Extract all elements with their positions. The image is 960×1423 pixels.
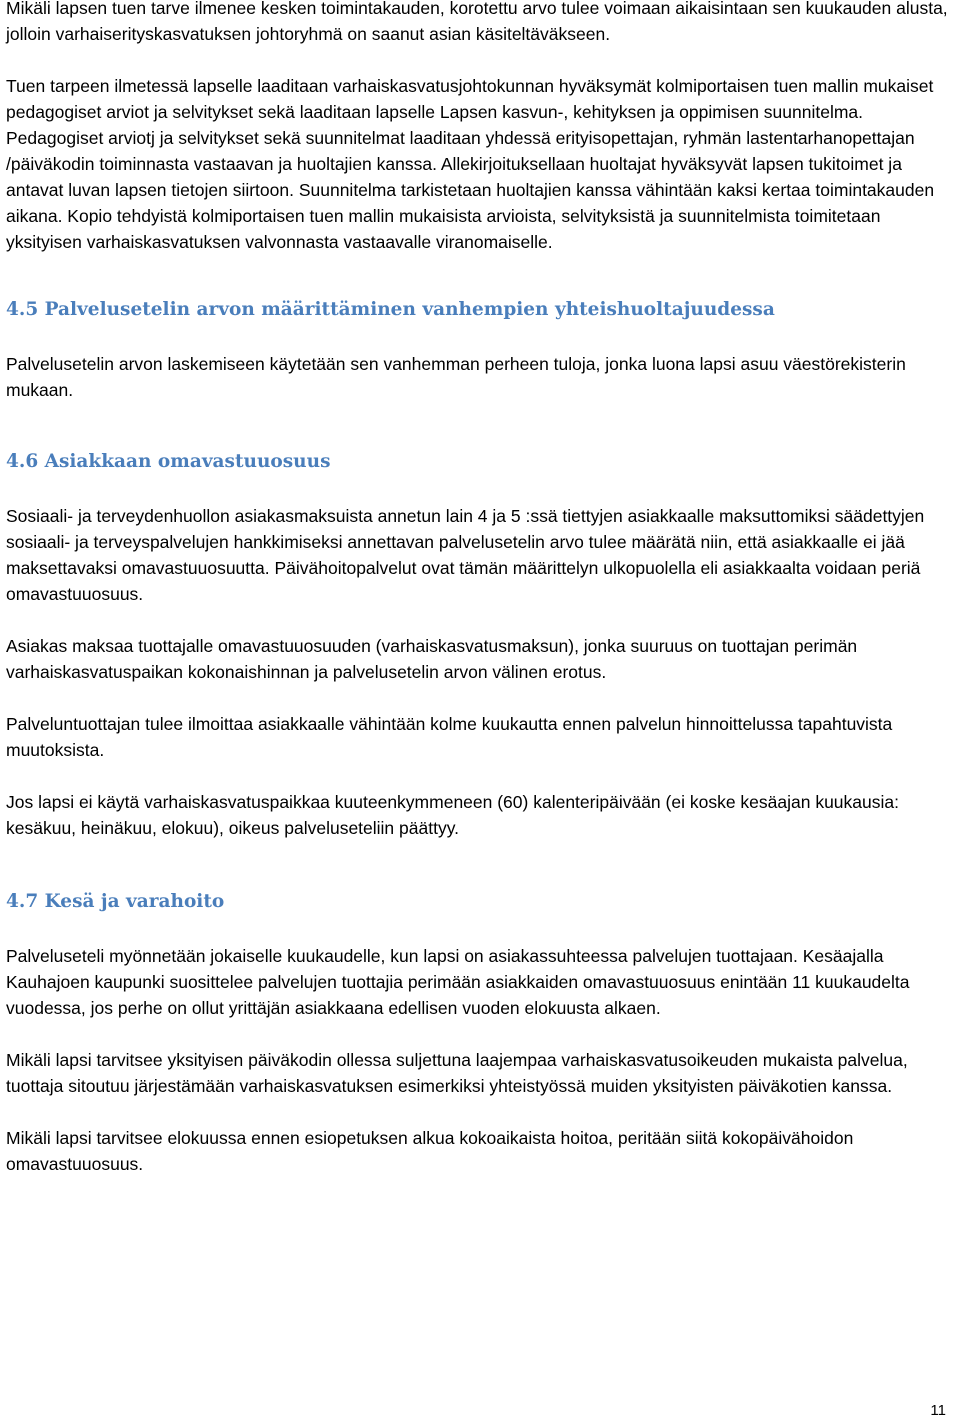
heading-4-5: 4.5 Palvelusetelin arvon määrittäminen vanhempien yhteishuoltajuudessa <box>6 299 775 320</box>
paragraph-4-6-4: Jos lapsi ei käytä varhaiskasvatuspaikkaa kuuteenkymmeneen (60) kalenteripäivään (ei koske kesäajan kuukausia: kesäkuu, heinäkuu, elokuu), oikeus palveluseteliin päättyy. <box>6 792 899 838</box>
paragraph-4-6-3: Palveluntuottajan tulee ilmoittaa asiakkaalle vähintään kolme kuukautta ennen palvelun hinnoittelussa tapahtuvista muutoksista. <box>6 714 893 760</box>
paragraph-intro-2: Tuen tarpeen ilmetessä lapselle laaditaan varhaiskasvatusjohtokunnan hyväksymät kolmiportaisen tuen mallin mukaiset pedagogiset arviot ja selvitykset sekä laaditaan lapselle Lapsen kasvun-, kehityksen ja oppimisen suunnitelma. Pedagogiset arviotj ja selvitykset sekä suunnitelmat laaditaan yhdessä erityisopettajan, ryhmän lastentarhanopettajan /päiväkodin toiminnasta vastaavan ja huoltajien kanssa. Allekirjoituksellaan huoltajat hyväksyvät lapsen tukitoimet ja antavat luvan lapsen tietojen siirtoon. Suunnitelma tarkistetaan huoltajien kanssa vähintään kaksi kertaa toimintakauden aikana. Kopio tehdyistä kolmiportaisen tuen mallin mukaisista arvioista, selvityksistä ja suunnitelmista toimitetaan yksityisen varhaiskasvatuksen valvonnasta vastaavalle viranomaiselle. <box>6 76 935 252</box>
paragraph-4-5-1: Palvelusetelin arvon laskemiseen käytetään sen vanhemman perheen tuloja, jonka luona lapsi asuu väestörekisterin mukaan. <box>6 354 906 400</box>
paragraph-4-7-2: Mikäli lapsi tarvitsee yksityisen päiväkodin ollessa suljettuna laajempaa varhaiskasvatusoikeuden mukaista palvelua, tuottaja sitoutuu järjestämään varhaiskasvatuksen esimerkiksi yhteistyössä muiden yksityisten päiväkotien kanssa. <box>6 1050 908 1096</box>
paragraph-4-7-3: Mikäli lapsi tarvitsee elokuussa ennen esiopetuksen alkua kokoaikaista hoitoa, peritään siitä kokopäivähoidon omavastuuosuus. <box>6 1128 854 1174</box>
paragraph-4-6-1: Sosiaali- ja terveydenhuollon asiakasmaksuista annetun lain 4 ja 5 :ssä tiettyjen asiakkaalle maksuttomiksi säädettyjen sosiaali- ja terveyspalvelujen hankkimiseksi annettavan palvelusetelin arvo tulee määrätä niin, että asiakkaalle ei jää maksettavaksi omavastuuosuutta. Päivähoitopalvelut ovat tämän määrittelyn ulkopuolella eli asiakkaalta voidaan periä omavastuuosuus. <box>6 506 925 604</box>
paragraph-4-6-2: Asiakas maksaa tuottajalle omavastuuosuuden (varhaiskasvatusmaksun), jonka suuruus on tuottajan perimän varhaiskasvatuspaikan kokonaishinnan ja palvelusetelin arvon välinen erotus. <box>6 636 858 682</box>
heading-4-7: 4.7 Kesä ja varahoito <box>6 891 225 912</box>
document-page <box>6 0 952 1177</box>
paragraph-intro-1: Mikäli lapsen tuen tarve ilmenee kesken toimintakauden, korotettu arvo tulee voimaan aikaisintaan sen kuukauden alusta, jolloin varhaiserityskasvatuksen johtoryhmä on saanut asian käsiteltäväkseen. <box>6 0 948 44</box>
heading-4-6: 4.6 Asiakkaan omavastuuosuus <box>6 451 331 472</box>
page-number: 11 <box>930 1402 946 1419</box>
paragraph-4-7-1: Palveluseteli myönnetään jokaiselle kuukaudelle, kun lapsi on asiakassuhteessa palvelujen tuottajaan. Kesäajalla Kauhajoen kaupunki suosittelee palvelujen tuottajia perimään asiakkaiden omavastuuosuus enintään 11 kuukaudelta vuodessa, jos perhe on ollut yrittäjän asiakkaana edellisen vuoden elokuusta alkaen. <box>6 946 910 1018</box>
